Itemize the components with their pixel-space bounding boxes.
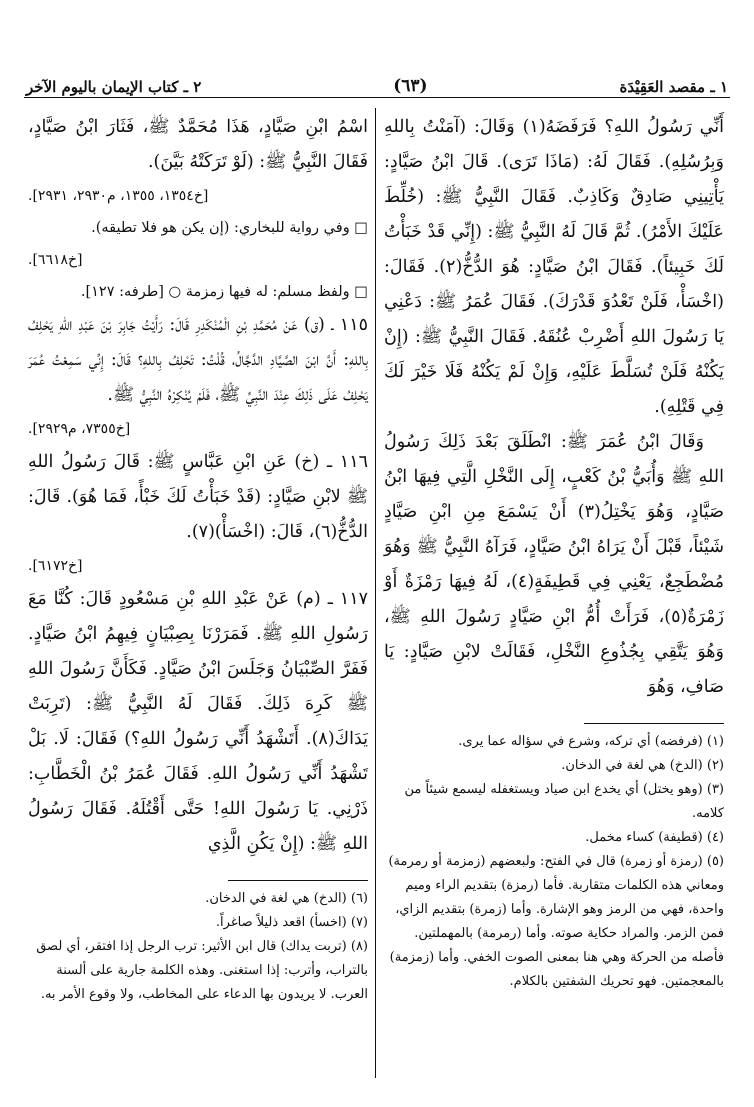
- left-column: [28, 110, 368, 1007]
- hadith-116: ١١٦ ـ (خ) عَنِ ابْنِ عَبَّاسٍ ﷺ: قَالَ رَسُولُ اللهِ ﷺ لابْنِ صَيَّادٍ: (قَدْ خَبَأْتُ لَكَ خَبْأً، فَمَا هُوَ). قَالَ: الدُّخُّ(٦)، قَالَ: (اخْسَأْ)(٧).: [28, 452, 368, 542]
- footnote: (١) (فرفضه) أي تركه، وشرع في سؤاله عما يرى.: [458, 734, 724, 749]
- page-number: (٦٣): [393, 76, 428, 96]
- hadith-reference: [خ١٣٥٤، ١٣٥٥، م٢٩٣٠، ٢٩٣١].: [28, 188, 209, 204]
- hadith-reference: [خ٦٦١٨].: [28, 252, 83, 268]
- column-divider: [375, 108, 376, 1078]
- right-column-text: [384, 110, 724, 705]
- chapter-title: ٢ ـ كتاب الإيمان باليوم الآخر: [26, 78, 202, 96]
- section-title: ١ ـ مقصد العَقِيْدَة: [619, 78, 728, 96]
- footnote-rule: [584, 723, 724, 724]
- footnote: (٢) (الدخ) هي لغة في الدخان.: [561, 758, 724, 773]
- footnote-rule: [228, 880, 368, 881]
- paragraph: اسْمُ ابْنِ صَيَّادٍ، هَذَا مُحَمَّدٌ ﷺ، فَثَارَ ابْنُ صَيَّادٍ، فَقَالَ النَّبِيُّ ﷺ: (لَوْ تَرَكَتْهُ بَيَّنَ).: [28, 117, 368, 172]
- header-rule: [24, 97, 730, 98]
- footnote: (٦) (الدخ) هي لغة في الدخان.: [205, 891, 368, 906]
- running-header: [26, 56, 728, 96]
- paragraph: وَقَالَ ابْنُ عُمَرَ ﷺ: انْطَلَقَ بَعْدَ ذَلِكَ رَسُولُ اللهِ ﷺ وَأُبَيُّ بْنُ كَعْبٍ، إِلَى النَّخْلِ الَّتِي فِيهَا ابْنُ صَيَّادٍ، وَهُوَ يَخْتِلُ(٣) أَنْ يَسْمَعَ مِنِ ابْنِ صَيَّادٍ شَيْئاً، قَبْلَ أَنْ يَرَاهُ ابْنُ صَيَّادٍ، فَرَآهُ النَّبِيُّ ﷺ وَهُوَ مُضْطَجِعٌ، يَعْنِي فِي قَطِيفَةٍ(٤)، لَهُ فِيهَا رَمْزَةٌ أَوْ زَمْرَةٌ(٥)، فَرَأَتْ أُمُّ ابْنِ صَيَّادٍ رَسُولَ اللهِ ﷺ، وَهُوَ يَتَّقِي بِجُذُوعِ النَّخْلِ، فَقَالَتْ لابْنِ صَيَّادٍ: يَا صَافِ، وَهُوَ: [384, 432, 724, 697]
- left-column-text: [28, 110, 368, 862]
- narration-note: □ ولفظ مسلم: له فيها زمزمة ○ [طرفه: ١٢٧].: [80, 284, 368, 300]
- hadith-117: ١١٧ ـ (م) عَنْ عَبْدِ اللهِ بْنِ مَسْعُودٍ قَالَ: كُنَّا مَعَ رَسُولِ اللهِ ﷺ. فَمَرَرْنَا بِصِبْيَانٍ فِيهِمُ ابْنُ صَيَّادٍ. فَفَرَّ الصِّبْيَانُ وَجَلَسَ ابْنُ صَيَّادٍ. فَكَأَنَّ رَسُولَ اللهِ ﷺ كَرِهَ ذَلِكَ. فَقَالَ لَهُ النَّبِيُّ ﷺ: (تَرِبَتْ يَدَاكَ(٨). أَتَشْهَدُ أَنِّي رَسُولُ اللهِ؟) فَقَالَ: لَا. بَلْ تَشْهَدُ أَنِّي رَسُولُ اللهِ. فَقَالَ عُمَرُ بْنُ الْخَطَّابِ: ذَرْنِي. يَا رَسُولَ اللهِ! حَتَّى أَقْتُلَهُ. فَقَالَ رَسُولُ اللهِ ﷺ: (إِنْ يَكُنِ الَّذِي: [28, 589, 368, 854]
- hadith-reference: [خ٧٣٥٥، م٢٩٢٩].: [28, 421, 131, 437]
- footnote: (٣) (وهو يختل) أي يخدع ابن صياد ويستغفله ليسمع شيئاً من كلامه.: [404, 782, 724, 821]
- footnote: (٥) (رمزة أو زمرة) قال في الفتح: ولبعضهم (زمزمة أو رمرمة) ومعاني هذه الكلمات متقاربة. فأما (رمزة) بتقديم الراء وميم واحدة، فهي من الرمز وهو الإشارة. وأما (زمرة) بتقديم الزاي، فمن الزمر. والمراد حكاية صوته. وأما (رمرمة) بالمهملتين. فأصله من الحركة وهي هنا بمعنى الصوت الخفي. وأما (زمزمة) بالمعجمتين. فهو تحريك الشفتين بالكلام.: [388, 854, 724, 989]
- hadith-115: ١١٥ ـ (ق) عَنْ مُحَمَّدِ بْنِ الْمُنْكَدِرِ قَالَ: رَأَيْتُ جَابِرَ بْنَ عَبْدِ اللهِ يَحْلِفُ بِاللهِ: أَنَّ ابْنَ الصَّيَّادِ الدَّجَّالُ، قُلْتُ: تَحْلِفُ بِاللهِ؟ قَالَ: إِنِّي سَمِعْتُ عُمَرَ يَحْلِفُ عَلَى ذَلِكَ عِنْدَ النَّبِيِّ ﷺ، فَلَمْ يُنْكِرْهُ النَّبِيُّ ﷺ.: [28, 315, 368, 405]
- narration-note: □ وفي رواية للبخاري: (إن يكن هو فلا تطيقه).: [91, 220, 368, 236]
- right-column: [384, 110, 724, 994]
- footnote: (٨) (تربت يداك) قال ابن الأثير: ترب الرجل إذا افتقر، أي لصق بالتراب، وأترب: إذا استغنى. وهذه الكلمة جارية على ألسنة العرب. لا يريدون بها الدعاء على المخاطب، ولا وقوع الأمر به.: [36, 939, 368, 1002]
- footnote: (٤) (قطيفة) كساء مخمل.: [585, 830, 724, 845]
- paragraph: أَنِّي رَسُولُ اللهِ؟ فَرَفَضَهُ(١) وَقَالَ: (آمَنْتُ بِاللهِ وَبِرُسُلِهِ). فَقَالَ لَهُ: (مَاذَا تَرَى). قَالَ ابْنُ صَيَّادٍ: يَأْتِينِي صَادِقٌ وَكَاذِبٌ. فَقَالَ النَّبِيُّ ﷺ: (خُلِّطَ عَلَيْكَ الأَمْرُ). ثُمَّ قَالَ لَهُ النَّبِيُّ ﷺ: (إِنِّي قَدْ خَبَأْتُ لَكَ خَبِيئاً). فَقَالَ ابْنُ صَيَّادٍ: هُوَ الدُّخُّ(٢). فَقَالَ: (اخْسَأْ، فَلَنْ تَعْدُوَ قَدْرَكَ). فَقَالَ عُمَرُ ﷺ: دَعْنِي يَا رَسُولَ اللهِ أَضْرِبْ عُنُقَهُ. فَقَالَ النَّبِيُّ ﷺ: (إِنْ يَكُنْهُ فَلَنْ تُسَلَّطَ عَلَيْهِ، وَإِنْ لَمْ يَكُنْهُ فَلَا خَيْرَ لَكَ فِي قَتْلِهِ).: [384, 117, 725, 417]
- footnote: (٧) (اخسأ) اقعد ذليلاً صاغراً.: [215, 915, 368, 930]
- hadith-reference: [خ٦١٧٢].: [28, 558, 83, 574]
- footnotes-right: [384, 730, 724, 994]
- footnotes-left: [28, 887, 368, 1007]
